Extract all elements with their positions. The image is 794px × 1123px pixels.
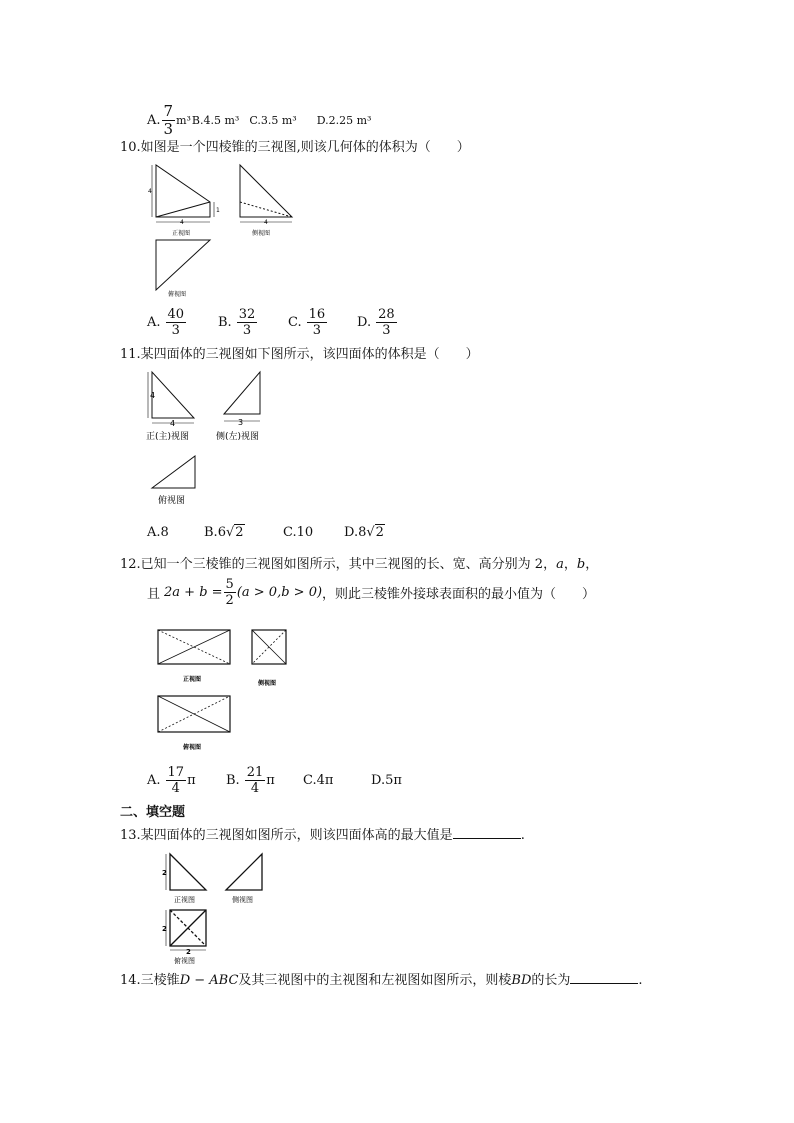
q12-eq-frac [224,578,236,607]
q11-figure [140,366,280,511]
q10-dim-4b: 4 [180,219,184,226]
q14-answer-blank[interactable] [570,971,638,984]
q11-option-c: C.10 [283,525,314,540]
q10-dim-1: 1 [216,207,220,214]
q13-top-view [166,910,206,950]
q10-dim-4c: 4 [264,219,268,226]
q9-option-a-unit: m³ [176,113,191,127]
q12-option-b-label: B. [226,773,240,788]
q10-option-b [218,308,258,337]
q14-pre: 14.三棱锥 [120,973,180,988]
q10-option-d [357,308,398,337]
q13-top-label: 俯视图 [174,957,195,965]
q12-eq-cond: (a > 0,b > 0) [236,585,323,600]
q10-option-c [288,308,328,337]
q14-mid: 及其三视图中的主视图和左视图如图所示，则棱 [238,973,512,988]
q12-option-a-suffix: π [187,773,196,788]
q13-stem [120,826,525,845]
q13-figure [158,848,278,966]
q13-stem-end: . [520,828,525,843]
q13-stem-text: 13.某四面体的三视图如图所示，则该四面体高的最大值是 [120,828,453,843]
q10-option-a-num: 40 [167,307,185,322]
q11-option-d: D.8√2 [344,525,384,540]
q12-side-label: 侧视图 [258,680,277,687]
q10-side-view [240,165,292,222]
q11-option-b-rad: 2 [235,525,244,540]
q13-dim-2c: 2 [186,948,191,956]
q10-front-label: 正视图 [172,230,191,237]
q10-option-b-label: B. [218,315,232,330]
q12-figure [150,624,300,754]
q10-stem: 10.如图是一个四棱锥的三视图,则该几何体的体积为（ ） [120,140,470,155]
section-title: 二、填空题 [120,805,186,820]
q10-option-d-num: 28 [378,307,395,322]
q12-eq-num: 5 [225,577,234,592]
q11-option-b-coef: 6 [217,525,226,540]
q10-top-view [156,240,210,290]
q14-post: 的长为 [531,973,571,988]
q9-options [147,104,371,137]
q13-front-view [166,854,206,890]
q13-dim-2a: 2 [162,869,167,877]
q11-dim-3: 3 [238,418,244,427]
q11-dim-4h: 4 [170,419,176,428]
q9-option-c: C.3.5 m³ [249,113,297,127]
q12-option-a-num: 17 [167,765,185,780]
q13-answer-blank[interactable] [453,826,521,839]
q10-option-a-label: A. [147,315,161,330]
q11-top-view [152,456,195,488]
q12-stem-line2 [147,578,595,607]
q10-option-c-label: C. [288,315,302,330]
q10-top-label: 俯视图 [168,291,187,298]
q12-tail1: ， [585,557,599,572]
q12-stem1: 12.已知一个三棱锥的三视图如图所示，其中三视图的长、宽、高分别为 2， [120,557,557,572]
q9-option-a-num: 7 [163,102,174,120]
q10-option-d-den: 3 [382,323,391,338]
q12-eq-left: 2a + b = [164,585,223,600]
q10-option-b-num: 32 [238,307,256,322]
q9-option-b: B.4.5 m³ [191,113,240,127]
q12-stem2-post: ，则此三棱锥外接球表面积的最小值为（ ） [322,587,596,602]
q12-side-view [252,630,286,664]
q12-option-a [147,766,196,795]
q12-option-a-label: A. [147,773,161,788]
q10-option-c-num: 16 [308,307,326,322]
q12-option-d: D.5π [371,773,402,788]
q12-top-label: 俯视图 [183,744,202,751]
q11-side-view [224,372,260,421]
q12-stem2-pre: 且 [147,587,161,602]
q13-front-label: 正视图 [174,896,195,904]
q10-side-label: 侧视图 [252,230,271,237]
q9-option-a-label: A. [147,112,161,128]
q12-sep: ， [563,557,577,572]
q10-option-b-den: 3 [242,323,252,338]
q12-front-label: 正视图 [183,676,202,683]
q10-option-d-label: D. [357,315,372,330]
q12-front-view [158,630,230,664]
q10-option-a-den: 3 [171,323,180,338]
q12-option-a-den: 4 [171,781,180,796]
q12-stem-line1 [120,556,598,574]
q12-option-b-den: 4 [250,781,260,796]
q11-option-d-rad: 2 [375,525,384,540]
q10-figure [140,160,310,300]
q13-side-view [226,854,262,890]
q10-front-view [152,165,214,222]
q11-option-b-label: B. [204,525,218,540]
q9-option-a-den: 3 [163,120,174,138]
q11-option-a: A.8 [147,525,169,540]
q12-option-b-suffix: π [266,773,275,788]
q12-option-b-num: 21 [246,765,264,780]
q14-stem [120,971,643,990]
q12-var-a: a [556,557,564,572]
q11-dim-4v: 4 [150,391,156,400]
q9-option-a-fraction [162,104,176,137]
q10-dim-4a: 4 [148,188,152,195]
q12-option-b [226,766,275,795]
q11-top-label: 俯视图 [158,496,186,506]
q12-top-view [158,696,230,732]
q11-option-b: B.6√2 [204,525,244,540]
q11-front-label: 正(主)视图 [146,432,190,442]
q13-side-label: 侧视图 [232,896,253,904]
q14-expr: D − ABC [179,973,239,988]
q14-end: . [638,973,643,988]
q12-var-b: b [576,557,586,572]
q12-eq-den: 2 [225,593,234,608]
q11-side-label: 侧(左)视图 [216,432,260,442]
q14-bd: BD [511,973,532,988]
q10-option-a [147,308,187,337]
q13-dim-2b: 2 [162,925,167,933]
q9-option-d: D.2.25 m³ [316,113,372,127]
q11-option-d-label: D. [344,525,359,540]
q11-option-d-coef: 8 [358,525,367,540]
q11-stem: 11.某四面体的三视图如下图所示，该四面体的体积是（ ） [120,347,479,362]
q12-option-c: C.4π [303,773,334,788]
q10-option-c-den: 3 [312,323,322,338]
